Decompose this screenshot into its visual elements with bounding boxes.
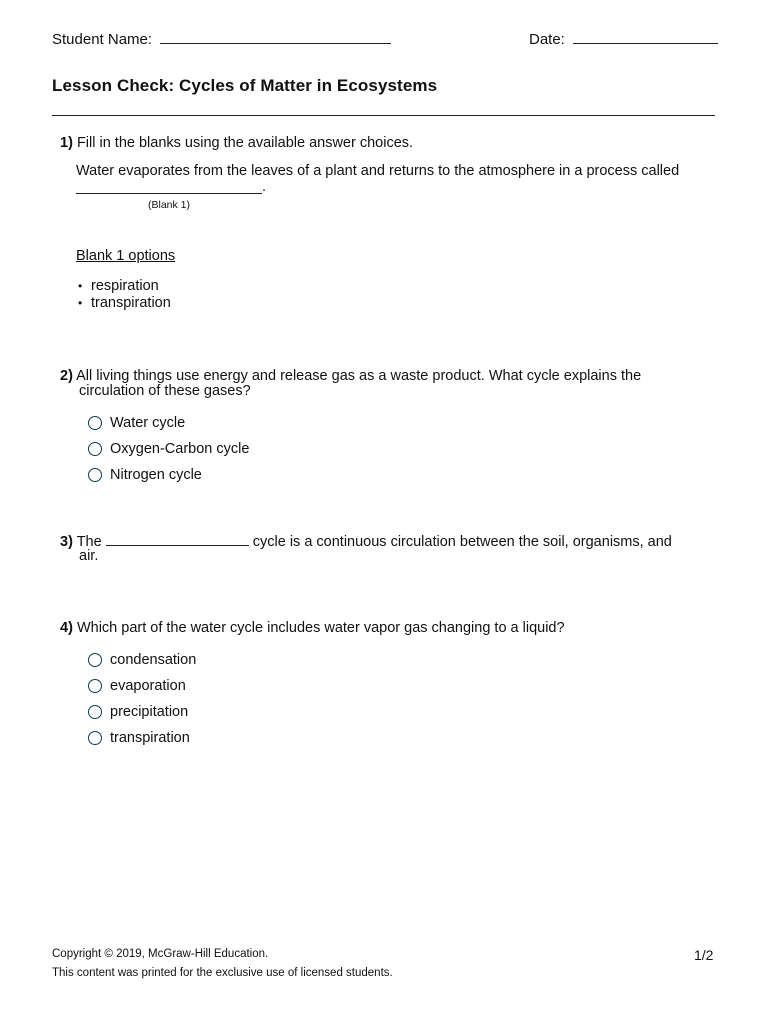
student-name-label: Student Name: <box>52 31 153 48</box>
question-4-option[interactable]: condensation <box>88 652 196 668</box>
question-4-option[interactable]: transpiration <box>88 730 190 746</box>
question-2-option[interactable]: Water cycle <box>88 415 185 431</box>
radio-button[interactable] <box>88 679 102 693</box>
question-4-number: 4) <box>60 620 73 636</box>
radio-button[interactable] <box>88 468 102 482</box>
question-2-option[interactable]: Oxygen-Carbon cycle <box>88 441 249 457</box>
date-line <box>573 43 718 44</box>
question-1-period: . <box>262 179 267 195</box>
list-item: • respiration <box>78 278 159 294</box>
question-1-text: Fill in the blanks using the available answer choices. <box>76 135 414 151</box>
question-2-number: 2) <box>60 368 73 384</box>
copyright-text: Copyright © 2019, McGraw-Hill Education. <box>52 948 269 960</box>
student-name-line <box>160 43 391 44</box>
radio-button[interactable] <box>88 731 102 745</box>
radio-button[interactable] <box>88 416 102 430</box>
radio-button[interactable] <box>88 705 102 719</box>
blank-1-label: (Blank 1) <box>148 199 191 211</box>
page-number: 1/2 <box>694 947 714 963</box>
question-1-sentence: Water evaporates from the leaves of a plant and returns to the atmosphere in a process called <box>76 163 680 179</box>
question-2-prompt <box>60 369 641 384</box>
question-4-prompt <box>60 621 565 636</box>
question-3-text-before: The <box>76 534 102 550</box>
question-1-number: 1) <box>60 135 73 151</box>
date-field <box>529 31 718 48</box>
question-3-number: 3) <box>60 534 73 550</box>
question-3-text-line2: air. <box>79 548 99 564</box>
title-divider <box>52 115 715 116</box>
question-3-prompt <box>60 535 672 550</box>
question-2-text-line1: All living things use energy and release gas as a waste product. What cycle explains the <box>76 368 642 384</box>
question-3-blank-line[interactable] <box>106 545 249 546</box>
question-4-text: Which part of the water cycle includes water vapor gas changing to a liquid? <box>76 620 565 636</box>
question-4-option[interactable]: evaporation <box>88 678 186 694</box>
license-notice: This content was printed for the exclusive use of licensed students. <box>52 967 393 979</box>
blank-1-options-heading: Blank 1 options <box>76 248 176 264</box>
radio-button[interactable] <box>88 442 102 456</box>
date-label: Date: <box>529 31 565 48</box>
radio-button[interactable] <box>88 653 102 667</box>
student-name-field <box>52 31 391 48</box>
question-3-text-after: cycle is a continuous circulation between the soil, organisms, and <box>252 534 672 550</box>
page-title: Lesson Check: Cycles of Matter in Ecosystems <box>52 76 438 95</box>
question-4-option[interactable]: precipitation <box>88 704 188 720</box>
question-1-prompt <box>60 136 413 151</box>
question-2-text-line2: circulation of these gases? <box>79 383 251 399</box>
list-item: • transpiration <box>78 295 171 311</box>
blank-1-line[interactable] <box>76 193 262 194</box>
question-2-option[interactable]: Nitrogen cycle <box>88 467 202 483</box>
